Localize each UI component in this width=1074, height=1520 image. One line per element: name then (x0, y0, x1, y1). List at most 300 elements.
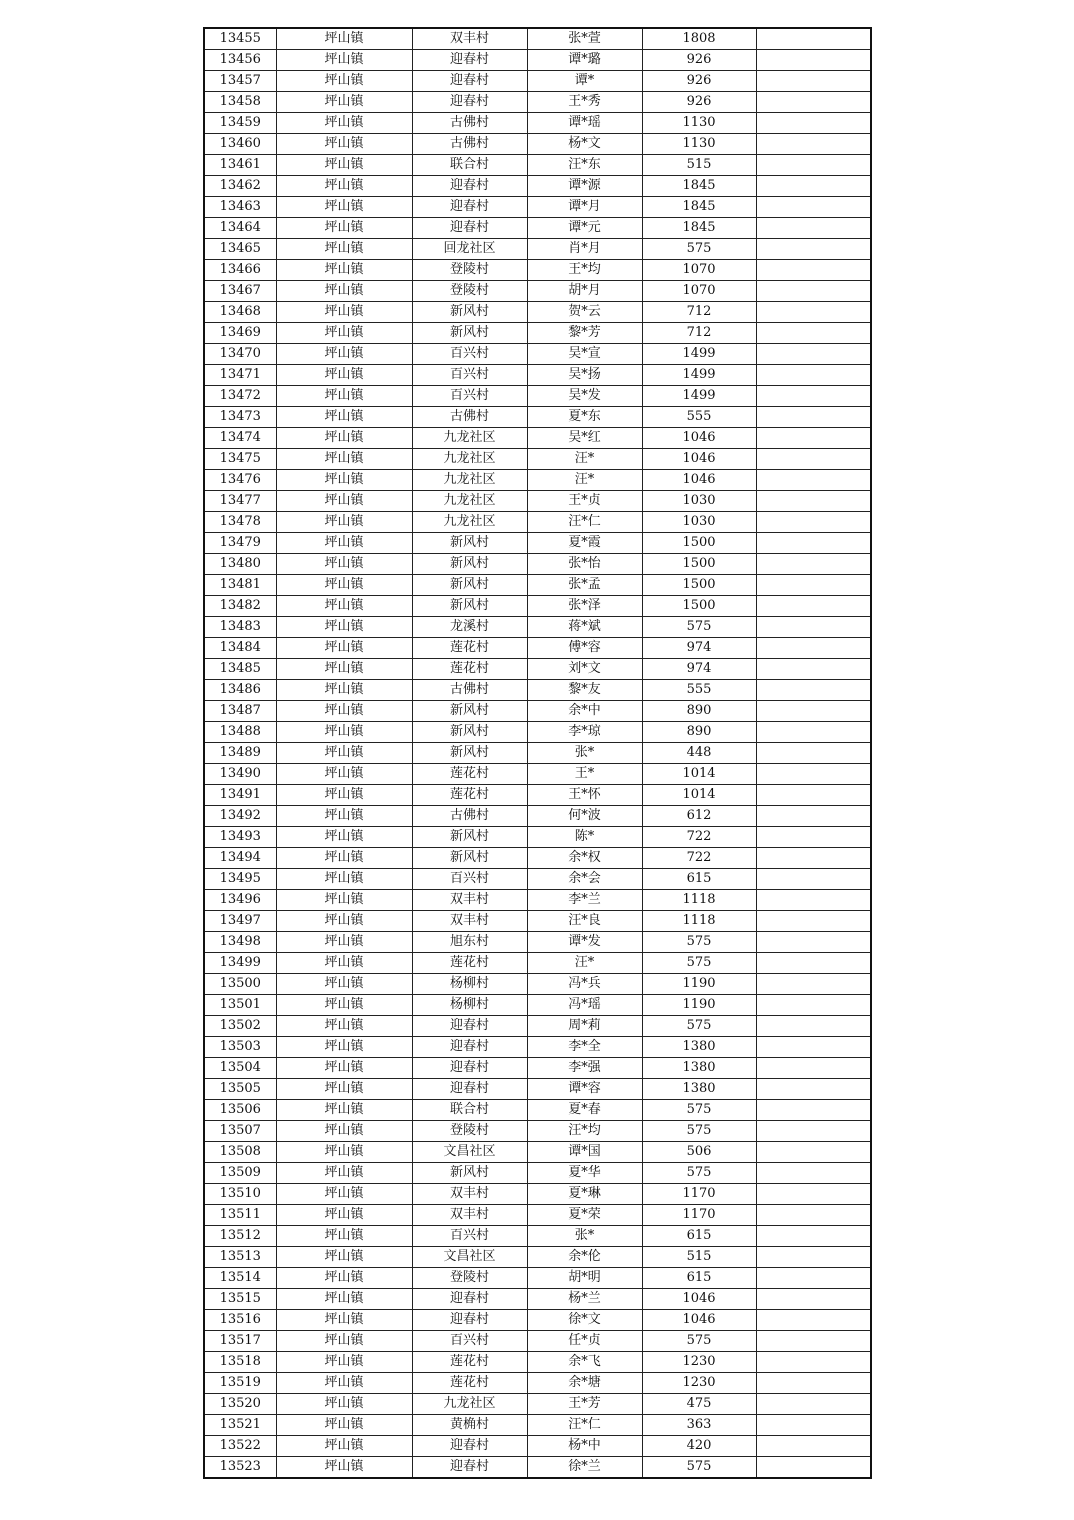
row-number-cell: 13510 (204, 1184, 276, 1205)
village-cell: 古佛村 (412, 113, 527, 134)
town-cell: 坪山镇 (276, 911, 412, 932)
name-cell: 李*琼 (527, 722, 642, 743)
amount-cell: 1014 (642, 764, 756, 785)
town-cell: 坪山镇 (276, 1331, 412, 1352)
village-cell: 新风村 (412, 302, 527, 323)
table-row (204, 953, 871, 974)
town-cell: 坪山镇 (276, 575, 412, 596)
row-number-cell: 13462 (204, 176, 276, 197)
village-cell: 登陵村 (412, 1121, 527, 1142)
name-cell: 刘*文 (527, 659, 642, 680)
table-row (204, 92, 871, 113)
town-cell: 坪山镇 (276, 239, 412, 260)
blank-cell (756, 1289, 871, 1310)
blank-cell (756, 1415, 871, 1436)
blank-cell (756, 365, 871, 386)
amount-cell: 575 (642, 1016, 756, 1037)
row-number-cell: 13498 (204, 932, 276, 953)
village-cell: 新风村 (412, 554, 527, 575)
table-row (204, 1142, 871, 1163)
town-cell: 坪山镇 (276, 155, 412, 176)
amount-cell: 1500 (642, 533, 756, 554)
name-cell: 谭*发 (527, 932, 642, 953)
amount-cell: 1014 (642, 785, 756, 806)
table-row (204, 134, 871, 155)
amount-cell: 575 (642, 617, 756, 638)
blank-cell (756, 239, 871, 260)
table-row (204, 1394, 871, 1415)
row-number-cell: 13488 (204, 722, 276, 743)
blank-cell (756, 71, 871, 92)
blank-cell (756, 806, 871, 827)
table-row (204, 1457, 871, 1479)
row-number-cell: 13515 (204, 1289, 276, 1310)
town-cell: 坪山镇 (276, 638, 412, 659)
table-row (204, 554, 871, 575)
village-cell: 迎春村 (412, 50, 527, 71)
table-row (204, 1247, 871, 1268)
village-cell: 双丰村 (412, 1184, 527, 1205)
row-number-cell: 13484 (204, 638, 276, 659)
table-row (204, 1415, 871, 1436)
table-row (204, 1331, 871, 1352)
blank-cell (756, 155, 871, 176)
village-cell: 九龙社区 (412, 491, 527, 512)
town-cell: 坪山镇 (276, 806, 412, 827)
name-cell: 黎*友 (527, 680, 642, 701)
town-cell: 坪山镇 (276, 533, 412, 554)
town-cell: 坪山镇 (276, 197, 412, 218)
amount-cell: 926 (642, 50, 756, 71)
name-cell: 汪*良 (527, 911, 642, 932)
town-cell: 坪山镇 (276, 1142, 412, 1163)
town-cell: 坪山镇 (276, 449, 412, 470)
town-cell: 坪山镇 (276, 1058, 412, 1079)
amount-cell: 1499 (642, 344, 756, 365)
table-row (204, 155, 871, 176)
name-cell: 汪* (527, 470, 642, 491)
village-cell: 莲花村 (412, 785, 527, 806)
town-cell: 坪山镇 (276, 827, 412, 848)
town-cell: 坪山镇 (276, 1373, 412, 1394)
blank-cell (756, 1436, 871, 1457)
row-number-cell: 13492 (204, 806, 276, 827)
village-cell: 百兴村 (412, 386, 527, 407)
village-cell: 新风村 (412, 596, 527, 617)
town-cell: 坪山镇 (276, 680, 412, 701)
amount-cell: 555 (642, 680, 756, 701)
table-row (204, 176, 871, 197)
row-number-cell: 13480 (204, 554, 276, 575)
row-number-cell: 13491 (204, 785, 276, 806)
name-cell: 李*全 (527, 1037, 642, 1058)
town-cell: 坪山镇 (276, 1247, 412, 1268)
row-number-cell: 13475 (204, 449, 276, 470)
table-row (204, 512, 871, 533)
row-number-cell: 13519 (204, 1373, 276, 1394)
name-cell: 傅*容 (527, 638, 642, 659)
name-cell: 余*权 (527, 848, 642, 869)
table-row (204, 827, 871, 848)
town-cell: 坪山镇 (276, 28, 412, 50)
table-row (204, 260, 871, 281)
blank-cell (756, 1310, 871, 1331)
blank-cell (756, 281, 871, 302)
village-cell: 古佛村 (412, 680, 527, 701)
table-row (204, 386, 871, 407)
name-cell: 余*飞 (527, 1352, 642, 1373)
name-cell: 夏*春 (527, 1100, 642, 1121)
village-cell: 迎春村 (412, 197, 527, 218)
blank-cell (756, 827, 871, 848)
village-cell: 新风村 (412, 533, 527, 554)
village-cell: 新风村 (412, 701, 527, 722)
blank-cell (756, 1121, 871, 1142)
table-row (204, 197, 871, 218)
village-cell: 双丰村 (412, 911, 527, 932)
village-cell: 新风村 (412, 1163, 527, 1184)
table-row (204, 890, 871, 911)
village-cell: 联合村 (412, 1100, 527, 1121)
village-cell: 九龙社区 (412, 449, 527, 470)
town-cell: 坪山镇 (276, 1457, 412, 1479)
table-row (204, 1373, 871, 1394)
amount-cell: 926 (642, 92, 756, 113)
blank-cell (756, 302, 871, 323)
blank-cell (756, 1457, 871, 1479)
blank-cell (756, 869, 871, 890)
table-row (204, 638, 871, 659)
amount-cell: 712 (642, 323, 756, 344)
row-number-cell: 13514 (204, 1268, 276, 1289)
town-cell: 坪山镇 (276, 617, 412, 638)
blank-cell (756, 911, 871, 932)
town-cell: 坪山镇 (276, 1163, 412, 1184)
table-row (204, 50, 871, 71)
town-cell: 坪山镇 (276, 722, 412, 743)
amount-cell: 1500 (642, 554, 756, 575)
table-row (204, 1037, 871, 1058)
row-number-cell: 13518 (204, 1352, 276, 1373)
table-row (204, 428, 871, 449)
amount-cell: 1230 (642, 1352, 756, 1373)
town-cell: 坪山镇 (276, 848, 412, 869)
amount-cell: 1070 (642, 281, 756, 302)
village-cell: 九龙社区 (412, 1394, 527, 1415)
town-cell: 坪山镇 (276, 764, 412, 785)
town-cell: 坪山镇 (276, 428, 412, 449)
name-cell: 胡*月 (527, 281, 642, 302)
table-row (204, 659, 871, 680)
table-row (204, 596, 871, 617)
table-row (204, 1289, 871, 1310)
town-cell: 坪山镇 (276, 932, 412, 953)
village-cell: 迎春村 (412, 1289, 527, 1310)
table-row (204, 323, 871, 344)
row-number-cell: 13493 (204, 827, 276, 848)
town-cell: 坪山镇 (276, 1100, 412, 1121)
row-number-cell: 13503 (204, 1037, 276, 1058)
name-cell: 谭*月 (527, 197, 642, 218)
row-number-cell: 13478 (204, 512, 276, 533)
town-cell: 坪山镇 (276, 281, 412, 302)
table-row (204, 1268, 871, 1289)
blank-cell (756, 50, 871, 71)
table-row (204, 1205, 871, 1226)
town-cell: 坪山镇 (276, 512, 412, 533)
blank-cell (756, 197, 871, 218)
town-cell: 坪山镇 (276, 260, 412, 281)
amount-cell: 575 (642, 1331, 756, 1352)
amount-cell: 926 (642, 71, 756, 92)
name-cell: 吴*扬 (527, 365, 642, 386)
table-row (204, 869, 871, 890)
name-cell: 夏*华 (527, 1163, 642, 1184)
amount-cell: 363 (642, 1415, 756, 1436)
name-cell: 贺*云 (527, 302, 642, 323)
row-number-cell: 13495 (204, 869, 276, 890)
row-number-cell: 13459 (204, 113, 276, 134)
table-row (204, 617, 871, 638)
blank-cell (756, 323, 871, 344)
table-row (204, 1310, 871, 1331)
amount-cell: 575 (642, 1121, 756, 1142)
table-row (204, 365, 871, 386)
amount-cell: 1130 (642, 113, 756, 134)
table-row (204, 470, 871, 491)
table-row (204, 1058, 871, 1079)
row-number-cell: 13517 (204, 1331, 276, 1352)
row-number-cell: 13472 (204, 386, 276, 407)
name-cell: 夏*东 (527, 407, 642, 428)
name-cell: 张*怡 (527, 554, 642, 575)
amount-cell: 515 (642, 155, 756, 176)
name-cell: 陈* (527, 827, 642, 848)
name-cell: 汪* (527, 953, 642, 974)
village-cell: 九龙社区 (412, 470, 527, 491)
town-cell: 坪山镇 (276, 1037, 412, 1058)
name-cell: 余*会 (527, 869, 642, 890)
name-cell: 杨*文 (527, 134, 642, 155)
village-cell: 登陵村 (412, 1268, 527, 1289)
village-cell: 古佛村 (412, 806, 527, 827)
row-number-cell: 13471 (204, 365, 276, 386)
amount-cell: 1845 (642, 197, 756, 218)
table-row (204, 302, 871, 323)
town-cell: 坪山镇 (276, 596, 412, 617)
blank-cell (756, 218, 871, 239)
village-cell: 迎春村 (412, 176, 527, 197)
town-cell: 坪山镇 (276, 407, 412, 428)
row-number-cell: 13494 (204, 848, 276, 869)
row-number-cell: 13468 (204, 302, 276, 323)
table-row (204, 1163, 871, 1184)
amount-cell: 575 (642, 1457, 756, 1479)
blank-cell (756, 638, 871, 659)
name-cell: 任*贞 (527, 1331, 642, 1352)
blank-cell (756, 1037, 871, 1058)
town-cell: 坪山镇 (276, 995, 412, 1016)
village-cell: 莲花村 (412, 953, 527, 974)
amount-cell: 1845 (642, 218, 756, 239)
blank-cell (756, 344, 871, 365)
village-cell: 迎春村 (412, 218, 527, 239)
table-row (204, 113, 871, 134)
name-cell: 冯*兵 (527, 974, 642, 995)
row-number-cell: 13467 (204, 281, 276, 302)
amount-cell: 890 (642, 722, 756, 743)
village-cell: 迎春村 (412, 1310, 527, 1331)
blank-cell (756, 932, 871, 953)
town-cell: 坪山镇 (276, 785, 412, 806)
row-number-cell: 13477 (204, 491, 276, 512)
row-number-cell: 13523 (204, 1457, 276, 1479)
amount-cell: 575 (642, 239, 756, 260)
row-number-cell: 13485 (204, 659, 276, 680)
town-cell: 坪山镇 (276, 890, 412, 911)
town-cell: 坪山镇 (276, 365, 412, 386)
row-number-cell: 13512 (204, 1226, 276, 1247)
blank-cell (756, 512, 871, 533)
name-cell: 谭*容 (527, 1079, 642, 1100)
town-cell: 坪山镇 (276, 1394, 412, 1415)
table-row (204, 932, 871, 953)
blank-cell (756, 1058, 871, 1079)
blank-cell (756, 428, 871, 449)
row-number-cell: 13466 (204, 260, 276, 281)
town-cell: 坪山镇 (276, 113, 412, 134)
amount-cell: 615 (642, 869, 756, 890)
village-cell: 回龙社区 (412, 239, 527, 260)
row-number-cell: 13457 (204, 71, 276, 92)
row-number-cell: 13511 (204, 1205, 276, 1226)
amount-cell: 612 (642, 806, 756, 827)
blank-cell (756, 659, 871, 680)
table-row (204, 28, 871, 50)
village-cell: 龙溪村 (412, 617, 527, 638)
village-cell: 新风村 (412, 827, 527, 848)
town-cell: 坪山镇 (276, 71, 412, 92)
row-number-cell: 13513 (204, 1247, 276, 1268)
name-cell: 谭*国 (527, 1142, 642, 1163)
blank-cell (756, 134, 871, 155)
blank-cell (756, 1205, 871, 1226)
blank-cell (756, 1184, 871, 1205)
blank-cell (756, 974, 871, 995)
amount-cell: 1170 (642, 1205, 756, 1226)
blank-cell (756, 1331, 871, 1352)
name-cell: 肖*月 (527, 239, 642, 260)
town-cell: 坪山镇 (276, 659, 412, 680)
blank-cell (756, 1394, 871, 1415)
table-row (204, 449, 871, 470)
amount-cell: 575 (642, 1100, 756, 1121)
name-cell: 冯*瑶 (527, 995, 642, 1016)
village-cell: 迎春村 (412, 71, 527, 92)
row-number-cell: 13501 (204, 995, 276, 1016)
row-number-cell: 13487 (204, 701, 276, 722)
name-cell: 张*萱 (527, 28, 642, 50)
amount-cell: 1190 (642, 995, 756, 1016)
name-cell: 谭*源 (527, 176, 642, 197)
village-cell: 古佛村 (412, 134, 527, 155)
name-cell: 杨*中 (527, 1436, 642, 1457)
blank-cell (756, 1163, 871, 1184)
row-number-cell: 13506 (204, 1100, 276, 1121)
table-row (204, 806, 871, 827)
name-cell: 谭*瑶 (527, 113, 642, 134)
blank-cell (756, 407, 871, 428)
town-cell: 坪山镇 (276, 176, 412, 197)
name-cell: 谭*元 (527, 218, 642, 239)
name-cell: 汪*东 (527, 155, 642, 176)
table-row (204, 239, 871, 260)
village-cell: 百兴村 (412, 344, 527, 365)
village-cell: 九龙社区 (412, 512, 527, 533)
village-cell: 登陵村 (412, 281, 527, 302)
blank-cell (756, 92, 871, 113)
table-row (204, 1079, 871, 1100)
village-cell: 迎春村 (412, 92, 527, 113)
row-number-cell: 13469 (204, 323, 276, 344)
amount-cell: 974 (642, 638, 756, 659)
town-cell: 坪山镇 (276, 218, 412, 239)
amount-cell: 1070 (642, 260, 756, 281)
name-cell: 吴*红 (527, 428, 642, 449)
village-cell: 新风村 (412, 848, 527, 869)
name-cell: 张* (527, 1226, 642, 1247)
name-cell: 徐*文 (527, 1310, 642, 1331)
blank-cell (756, 953, 871, 974)
name-cell: 汪* (527, 449, 642, 470)
village-cell: 迎春村 (412, 1037, 527, 1058)
row-number-cell: 13500 (204, 974, 276, 995)
row-number-cell: 13521 (204, 1415, 276, 1436)
village-cell: 百兴村 (412, 1331, 527, 1352)
row-number-cell: 13461 (204, 155, 276, 176)
blank-cell (756, 1352, 871, 1373)
amount-cell: 1380 (642, 1037, 756, 1058)
name-cell: 夏*荣 (527, 1205, 642, 1226)
amount-cell: 448 (642, 743, 756, 764)
town-cell: 坪山镇 (276, 1352, 412, 1373)
table-row (204, 743, 871, 764)
village-cell: 百兴村 (412, 365, 527, 386)
name-cell: 吴*宣 (527, 344, 642, 365)
amount-cell: 1380 (642, 1058, 756, 1079)
village-cell: 新风村 (412, 575, 527, 596)
village-cell: 九龙社区 (412, 428, 527, 449)
amount-cell: 575 (642, 1163, 756, 1184)
row-number-cell: 13504 (204, 1058, 276, 1079)
table-row (204, 1016, 871, 1037)
name-cell: 余*伦 (527, 1247, 642, 1268)
row-number-cell: 13458 (204, 92, 276, 113)
blank-cell (756, 575, 871, 596)
town-cell: 坪山镇 (276, 302, 412, 323)
row-number-cell: 13486 (204, 680, 276, 701)
blank-cell (756, 701, 871, 722)
amount-cell: 1190 (642, 974, 756, 995)
row-number-cell: 13499 (204, 953, 276, 974)
village-cell: 黄桷村 (412, 1415, 527, 1436)
amount-cell: 1500 (642, 575, 756, 596)
blank-cell (756, 470, 871, 491)
blank-cell (756, 1100, 871, 1121)
row-number-cell: 13516 (204, 1310, 276, 1331)
row-number-cell: 13496 (204, 890, 276, 911)
table-row (204, 1184, 871, 1205)
